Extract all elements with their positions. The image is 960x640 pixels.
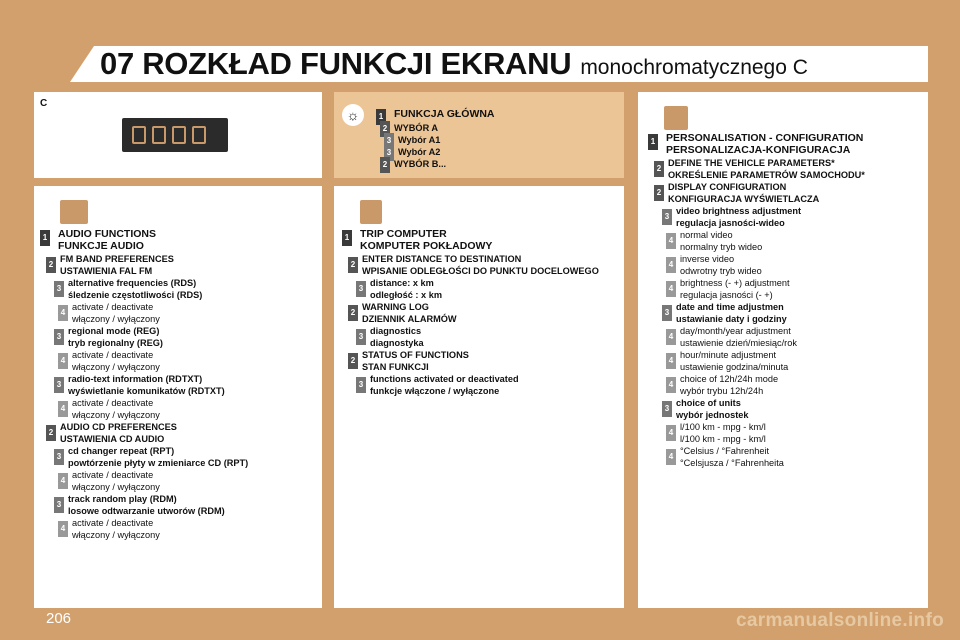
level-3-badge: 3 xyxy=(54,329,64,345)
entry-pl: °Celsjusza / °Fahrenheita xyxy=(680,458,784,468)
entry-pl: WPISANIE ODLEGŁOŚCI DO PUNKTU DOCELOWEGO xyxy=(362,266,599,276)
level-4-badge: 4 xyxy=(666,377,676,393)
level-3-badge: 3 xyxy=(54,497,64,513)
level-4-badge: 4 xyxy=(58,305,68,321)
section-title: TRIP COMPUTER xyxy=(360,228,447,240)
entry-pl: ustawienie godzina/minuta xyxy=(680,362,789,372)
entry-pl: ustawienie dzień/miesiąc/rok xyxy=(680,338,797,348)
level-2-badge: 2 xyxy=(46,257,56,273)
section-title: AUDIO FUNCTIONS xyxy=(58,228,156,240)
entry-pl: włączony / wyłączony xyxy=(72,482,160,492)
level-4-badge: 4 xyxy=(666,449,676,465)
level-3-badge: 3 xyxy=(54,281,64,297)
entry-en: functions activated or deactivated xyxy=(370,374,519,384)
entry-en: °Celsius / °Fahrenheit xyxy=(680,446,770,456)
entry-en: AUDIO CD PREFERENCES xyxy=(60,422,177,432)
entry-en: activate / deactivate xyxy=(72,518,154,528)
level-2-badge: 2 xyxy=(46,425,56,441)
main-function-title: FUNKCJA GŁÓWNA xyxy=(394,108,495,120)
entry-en: diagnostics xyxy=(370,326,422,336)
entry-pl: OKREŚLENIE PARAMETRÓW SAMOCHODU* xyxy=(668,170,865,180)
level-4-badge: 4 xyxy=(666,281,676,297)
level-3-badge: 3 xyxy=(384,145,394,161)
entry-en: distance: x km xyxy=(370,278,434,288)
section-title-translation: FUNKCJE AUDIO xyxy=(58,240,144,252)
level-4-badge: 4 xyxy=(58,521,68,537)
level-2-badge: 2 xyxy=(348,305,358,321)
entry-pl: włączony / wyłączony xyxy=(72,410,160,420)
page-number: 206 xyxy=(46,610,72,627)
main-function-item: WYBÓR B... xyxy=(394,159,447,169)
entry-pl: DZIENNIK ALARMÓW xyxy=(362,314,457,324)
audio-icon xyxy=(60,200,88,224)
entry-en: video brightness adjustment xyxy=(676,206,802,216)
entry-en: brightness (- +) adjustment xyxy=(680,278,790,288)
entry-en: inverse video xyxy=(680,254,735,264)
entry-en: normal video xyxy=(680,230,733,240)
entry-pl: tryb regionalny (REG) xyxy=(68,338,163,348)
entry-en: ENTER DISTANCE TO DESTINATION xyxy=(362,254,522,264)
level-4-badge: 4 xyxy=(666,329,676,345)
entry-en: activate / deactivate xyxy=(72,470,154,480)
entry-pl: STAN FUNKCJI xyxy=(362,362,429,372)
level-4-badge: 4 xyxy=(58,401,68,417)
entry-en: STATUS OF FUNCTIONS xyxy=(362,350,469,360)
entry-pl: odwrotny tryb wideo xyxy=(680,266,762,276)
entry-pl: śledzenie częstotliwości (RDS) xyxy=(68,290,203,300)
entry-en: choice of units xyxy=(676,398,741,408)
level-2-badge: 2 xyxy=(654,161,664,177)
level-3-badge: 3 xyxy=(662,209,672,225)
entry-en: alternative frequencies (RDS) xyxy=(68,278,197,288)
entry-pl: wybór jednostek xyxy=(676,410,749,420)
entry-pl: regulacja jasności-wideo xyxy=(676,218,785,228)
panel-c-label: C xyxy=(40,98,48,109)
panel-main-function xyxy=(334,92,624,178)
entry-pl: normalny tryb wideo xyxy=(680,242,763,252)
level-3-badge: 3 xyxy=(662,305,672,321)
level-3-badge: 3 xyxy=(54,377,64,393)
page-title xyxy=(100,46,808,82)
entry-en: track random play (RDM) xyxy=(68,494,177,504)
level-3-badge: 3 xyxy=(356,281,366,297)
entry-en: date and time adjustmen xyxy=(676,302,784,312)
entry-pl: ustawianie daty i godziny xyxy=(676,314,787,324)
level-3-badge: 3 xyxy=(356,377,366,393)
section-title: PERSONALISATION - CONFIGURATION xyxy=(666,132,864,144)
brightness-icon: ☼ xyxy=(342,104,364,126)
level-4-badge: 4 xyxy=(666,425,676,441)
entry-en: cd changer repeat (RPT) xyxy=(68,446,175,456)
entry-en: activate / deactivate xyxy=(72,398,154,408)
entry-pl: funkcje włączone / wyłączone xyxy=(370,386,500,396)
level-3-badge: 3 xyxy=(384,133,394,149)
level-4-badge: 4 xyxy=(58,473,68,489)
entry-pl: USTAWIENIA FAL FM xyxy=(60,266,153,276)
entry-pl: powtórzenie płyty w zmieniarce CD (RPT) xyxy=(68,458,249,468)
level-1-badge: 1 xyxy=(376,109,386,125)
entry-pl: włączony / wyłączony xyxy=(72,362,160,372)
entry-en: activate / deactivate xyxy=(72,302,154,312)
watermark: carmanualsonline.info xyxy=(736,610,944,631)
entry-pl: KONFIGURACJA WYŚWIETLACZA xyxy=(668,194,820,204)
entry-pl: diagnostyka xyxy=(370,338,424,348)
main-function-item: Wybór A2 xyxy=(398,147,441,157)
fuel-icon xyxy=(360,200,382,224)
entry-pl: regulacja jasności (- +) xyxy=(680,290,773,300)
entry-pl: l/100 km - mpg - km/l xyxy=(680,434,766,444)
level-2-badge: 2 xyxy=(348,353,358,369)
entry-pl: odległość : x km xyxy=(370,290,442,300)
level-4-badge: 4 xyxy=(58,353,68,369)
level-1-badge: 1 xyxy=(648,134,658,150)
entry-en: hour/minute adjustment xyxy=(680,350,777,360)
entry-en: l/100 km - mpg - km/l xyxy=(680,422,766,432)
level-4-badge: 4 xyxy=(666,353,676,369)
title-sub: monochromatycznego C xyxy=(580,56,808,79)
level-4-badge: 4 xyxy=(666,233,676,249)
entry-pl: włączony / wyłączony xyxy=(72,314,160,324)
entry-en: choice of 12h/24h mode xyxy=(680,374,779,384)
level-3-badge: 3 xyxy=(54,449,64,465)
entry-pl: włączony / wyłączony xyxy=(72,530,160,540)
entry-en: DEFINE THE VEHICLE PARAMETERS* xyxy=(668,158,835,168)
entry-en: activate / deactivate xyxy=(72,350,154,360)
entry-pl: wyświetlanie komunikatów (RDTXT) xyxy=(68,386,225,396)
level-3-badge: 3 xyxy=(356,329,366,345)
title-main: 07 ROZKŁAD FUNKCJI EKRANU xyxy=(100,46,572,81)
main-function-item: Wybór A1 xyxy=(398,135,441,145)
level-2-badge: 2 xyxy=(380,121,390,137)
entry-en: FM BAND PREFERENCES xyxy=(60,254,174,264)
level-2-badge: 2 xyxy=(380,157,390,173)
entry-pl: losowe odtwarzanie utworów (RDM) xyxy=(68,506,225,516)
entry-en: WARNING LOG xyxy=(362,302,429,312)
level-2-badge: 2 xyxy=(348,257,358,273)
entry-en: regional mode (REG) xyxy=(68,326,160,336)
section-title-translation: PERSONALIZACJA-KONFIGURACJA xyxy=(666,144,851,156)
entry-pl: wybór trybu 12h/24h xyxy=(680,386,764,396)
entry-en: DISPLAY CONFIGURATION xyxy=(668,182,787,192)
monochrome-display-icon xyxy=(122,118,228,152)
settings-icon xyxy=(664,106,688,130)
level-1-badge: 1 xyxy=(40,230,50,246)
level-2-badge: 2 xyxy=(654,185,664,201)
entry-en: day/month/year adjustment xyxy=(680,326,791,336)
main-function-item: WYBÓR A xyxy=(394,123,439,133)
level-1-badge: 1 xyxy=(342,230,352,246)
section-title-translation: KOMPUTER POKŁADOWY xyxy=(360,240,493,252)
entry-pl: USTAWIENIA CD AUDIO xyxy=(60,434,165,444)
level-3-badge: 3 xyxy=(662,401,672,417)
entry-en: radio-text information (RDTXT) xyxy=(68,374,203,384)
level-4-badge: 4 xyxy=(666,257,676,273)
